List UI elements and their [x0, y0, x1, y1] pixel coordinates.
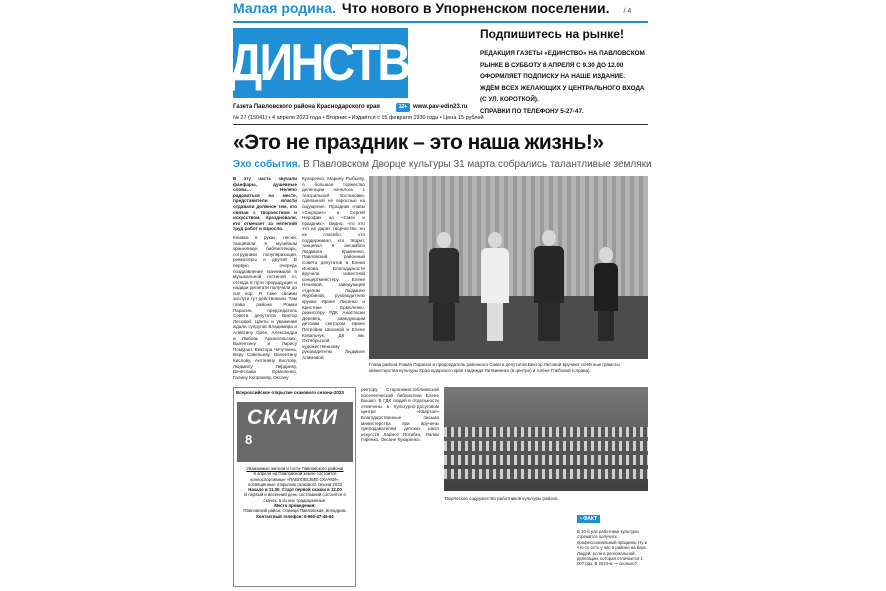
- audience-row: [444, 441, 648, 451]
- ad-text: [237, 466, 353, 519]
- newspaper-page: [200, 0, 652, 591]
- top-rule: [233, 21, 648, 23]
- masthead-rule: [233, 124, 648, 125]
- teaser-accent: Малая родина.: [233, 0, 336, 16]
- fact-text: В 10-б раз работники культуры стремятся получить профессиональный праздник. Ну и что-то есть у нас в районе на базе. Людей, если в региональной делегации, которая отличается 1 007 раз. В 2023-м — сколько?: [577, 529, 648, 567]
- article-lead: В эту часть звучали фанфары, душевные слова… Нелепо радоваться на месте, представители власти отдавали должное тем, кто связан с творчеством и искусством, праздновали, кто отмечает за нелегкий труд работ и взросло.: [233, 176, 297, 232]
- article-body: ректору Старонижестеблиевской поселенческой библиотеки Елене Бышко. В ГДК людей в отдельности отмечены в Культурно-досуговом центре «Квартал» Благодарственные письма министерства при вручены преподавателям детских школ искусств Ларисе Погибко, Лилии Гиренко, Оксане Кухаренко.: [361, 387, 439, 443]
- article-body: Кухаренко, Марину Рыбьеву. А большое торжество делегации началось с театральной постановки, сделанной не взрослые на ощущение. Праздник главы «Сюрприз» и Сергей Нерофик на «Смех и праздник». Видно, что кто это их дарит творчество, но их спасибо, кто поддерживал, кто творит, танцевал в ансамбле Людмила Кравченко, Павловский районный Совета депутатов и Елена Ионова. Благодарности вручили известной концертмейстеру Елене Нешевой, заведующей отделом Людмиле Журбиной, руководителю кружка Ирине Лисенко и Кристине Ермоленко, режиссёру РДК Анастасии Деревец, заведующим детским сектором Ирине Петровне Шоховой и Елене Ковальчук, ДК им. Октябрьской, художественному руководителю Людмиле Алимовой.: [302, 176, 365, 360]
- award-photo: [369, 176, 648, 359]
- masthead: [200, 28, 441, 98]
- ad-banner: [237, 402, 353, 462]
- fact-box: [577, 507, 648, 587]
- promo-line: СПРАВКИ ПО ТЕЛЕФОНУ 5-27-47.: [480, 107, 584, 115]
- masthead-title: ЕДИНСТВО: [200, 34, 441, 92]
- masthead-subtitle: Газета Павловского района Краснодарского края: [233, 104, 380, 110]
- horse-race-ad: [233, 387, 356, 587]
- ad-contact: Контактный телефон: 8-960-47-46-64: [256, 513, 334, 519]
- promo-line: РЫНКЕ В СУББОТУ 8 АПРЕЛЯ С 9.30 ДО 12.00: [480, 61, 624, 69]
- subhead-text: В Павловском Дворце культуры 31 марта собрались талантливые земляки: [303, 159, 652, 170]
- audience-photo: [444, 387, 648, 491]
- promo-line: (С УЛ. КОРОТКОЙ).: [480, 96, 539, 103]
- promo-heading: Подпишитесь на рынке!: [480, 27, 624, 41]
- subhead-label: Эхо события.: [233, 159, 301, 170]
- subheadline: [233, 159, 652, 170]
- article-column-2: [302, 176, 365, 384]
- ad-line: Место проведения:: [274, 503, 316, 509]
- audience-row: [444, 469, 648, 479]
- age-rating-badge: 12+: [396, 103, 410, 112]
- audience-row: [444, 455, 648, 465]
- ad-banner-word: СКАЧКИ: [247, 406, 339, 429]
- ad-line: Уважаемые жители и гости Павловского района!: [246, 466, 344, 471]
- photo-caption: Глава района Роман Парасин и председатель районного Совета депутатов Виктор Лесовой вручают почётные грамоты министерства культуры Краснодарского края Надежде Литвиненко (в центре) и Алёне Глебовой (справа).: [369, 362, 620, 373]
- fact-tag: • ФАКТ: [577, 515, 600, 523]
- photo-caption: Творческое содружество работников культуры района.: [444, 496, 559, 501]
- person-figure: [429, 232, 459, 341]
- issue-info: № 27 (15041) • 4 апреля 2023 года • Вторник • Издаётся с 15 февраля 1930 года • Цена 15 рублей: [233, 115, 484, 121]
- ad-line: Павловский район, станица Павловская, ипподром.: [243, 508, 347, 514]
- top-teaser: [233, 0, 648, 20]
- person-figure: [534, 230, 564, 341]
- promo-line: РЕДАКЦИЯ ГАЗЕТЫ «ЕДИНСТВО» НА ПАВЛОВСКОМ: [480, 50, 645, 57]
- ad-banner-date: 8: [245, 432, 253, 447]
- article-column-1: [233, 176, 297, 384]
- promo-line: ОФОРМЛЯЕТ ПОДПИСКУ НА НАШЕ ИЗДАНИЕ.: [480, 73, 626, 80]
- promo-line: ЖДЁМ ВСЕХ ЖЕЛАЮЩИХ У ЦЕНТРАЛЬНОГО ВХОДА: [480, 84, 645, 92]
- ad-line: Начало в 11.00. Старт первой скачки в 12.00: [248, 487, 342, 493]
- audience-row: [444, 427, 648, 437]
- promo-body: [480, 48, 648, 117]
- teaser-page-ref: / 4: [623, 8, 632, 15]
- article-column-3: [361, 387, 439, 587]
- main-headline: «Это не праздник – это наша жизнь!»: [233, 131, 604, 154]
- ad-line: В первый и весенний день состязаний состоятся 6 скачек. 5 из них традиционные.: [244, 492, 346, 503]
- article-body: Книжка в руках, песни, танцевали в музейном хранилище, библиотекарь, сотрудники популяризации, режиссёры и другие! В первую очередь поздравление принимали в музыкальной гостиной го, отсюда в пути предыдущие и надари делегати получили до сих пор. Я тоже своими заслуги тут действовали. Там глава района Роман Парасин, председатель Совета депутатов Виктор Лесовой. Цветы и уважение ждали супругов Владимира и Алевтину Орёл, Александра и Любовь Архангельских, Валентину и Ларису Помуран, Виктора Чечуткина, Веру Савельеву, Валентину Кислову, Антонину Кислову, Людмилу Пердиеву, Вячеслава Ермоленко, Галину Копрякову, Оксану: [233, 234, 297, 380]
- website-link[interactable]: www.pav-edin23.ru: [413, 104, 468, 110]
- person-figure: [594, 247, 618, 341]
- ad-line: 8 апреля на Павловской земле состоится конноспортивные «ПАВЛОВСКИЕ СКАЧКИ», посвящённые открытию скакового сезона 2023: [248, 471, 342, 487]
- person-figure: [481, 232, 509, 341]
- ad-title: Всероссийское открытие скакового сезона-2023: [236, 390, 344, 395]
- teaser-title: Что нового в Упорненском поселении.: [341, 0, 610, 16]
